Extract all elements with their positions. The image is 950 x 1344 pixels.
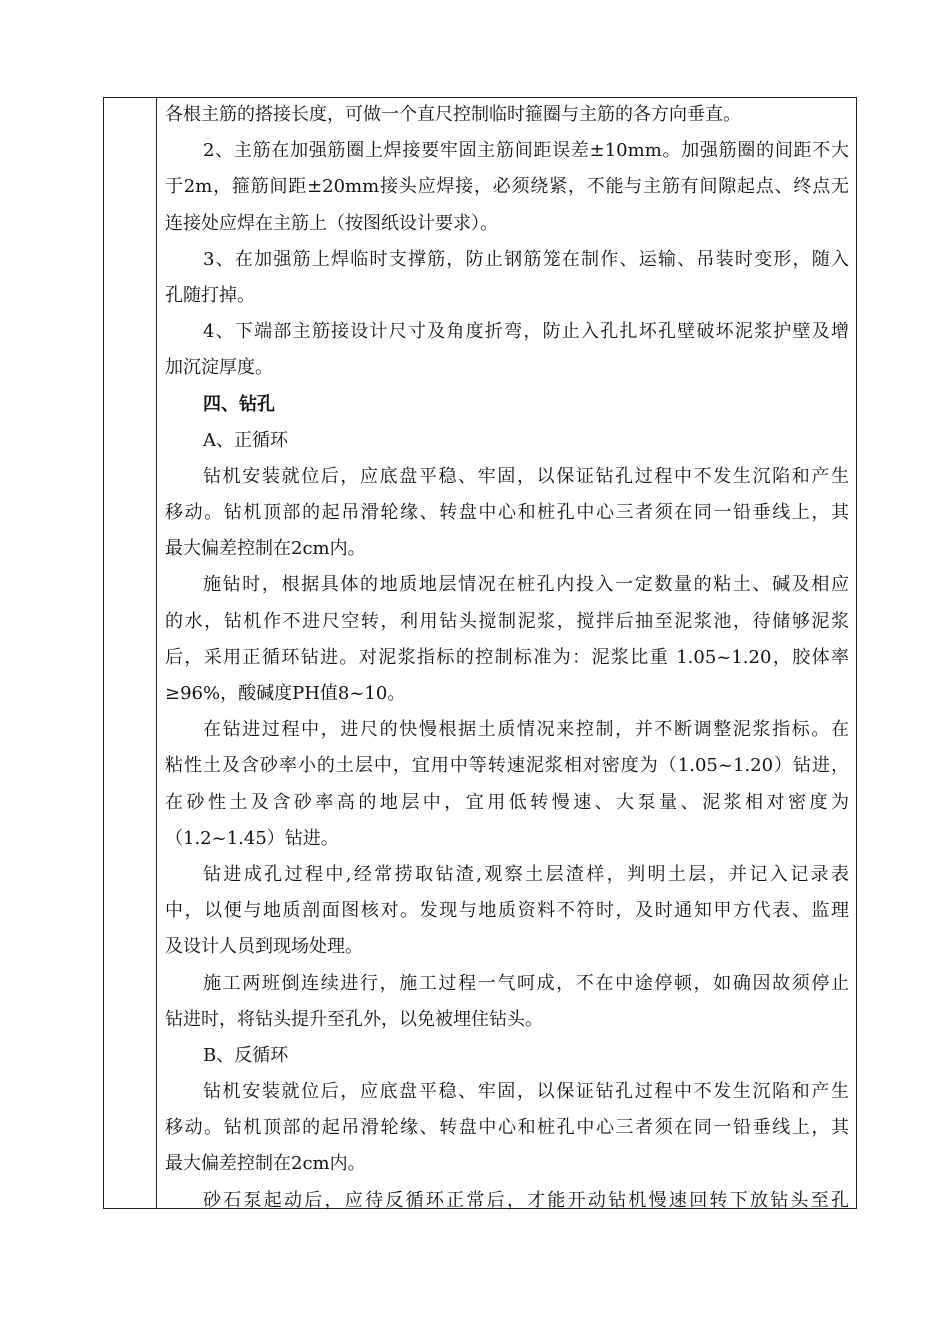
text-line: 各根主筋的搭接长度，可做一个直尺控制临时箍圈与主筋的各方向垂直。 xyxy=(165,104,741,125)
text-line: B、反循环 xyxy=(203,1044,289,1066)
text-line: 在钻进过程中，进尺的快慢根据土质情况来控制，并不断调整泥浆指标。在 xyxy=(203,719,849,741)
text-line: 3、在加强筋上焊临时支撑筋，防止钢筋笼在制作、运输、吊装时变形，随入 xyxy=(203,248,849,270)
text-line: 2、主筋在加强筋圈上焊接要牢固主筋间距误差±10mm。加强筋圈的间距不大 xyxy=(203,140,849,162)
text-line: 的水，钻机作不进尺空转，利用钻头搅制泥浆，搅拌后抽至泥浆池，待储够泥浆 xyxy=(165,610,849,632)
text-line: 最大偏差控制在2cm内。 xyxy=(165,538,366,560)
text-line: 钻进时，将钻头提升至孔外，以免被埋住钻头。 xyxy=(165,1008,543,1030)
section-heading: 四、钻孔 xyxy=(203,393,275,415)
text-line: 砂石泵起动后，应待反循环正常后，才能开动钻机慢速回转下放钻头至孔 xyxy=(203,1189,849,1211)
text-line: 在砂性土及含砂率高的地层中，宜用低转慢速、大泵量、泥浆相对密度为 xyxy=(165,791,849,813)
text-line: 钻机安装就位后，应底盘平稳、牢固，以保证钻孔过程中不发生沉陷和产生 xyxy=(203,1081,849,1103)
text-line: （1.2~1.45）钻进。 xyxy=(165,827,339,849)
text-line: ≥96%，酸碱度PH值8~10。 xyxy=(165,683,406,704)
text-line: 移动。钻机顶部的起吊滑轮缘、转盘中心和桩孔中心三者须在同一铅垂线上，其 xyxy=(165,502,849,524)
text-line: 钻机安装就位后，应底盘平稳、牢固，以保证钻孔过程中不发生沉陷和产生 xyxy=(203,465,849,487)
text-line: 粘性土及含砂率小的土层中，宜用中等转速泥浆相对密度为（1.05~1.20）钻进， xyxy=(165,755,849,777)
text-column xyxy=(157,98,856,1211)
text-line: 连接处应焊在主筋上（按图纸设计要求）。 xyxy=(165,212,498,234)
text-line: 钻进成孔过程中,经常捞取钻渣,观察土层渣样，判明土层，并记入记录表 xyxy=(203,863,849,885)
text-line: 中，以便与地质剖面图核对。发现与地质资料不符时，及时通知甲方代表、监理 xyxy=(165,900,849,922)
label-column xyxy=(104,98,157,1208)
text-line: 后，采用正循环钻进。对泥浆指标的控制标准为：泥浆比重 1.05~1.20，胶体率 xyxy=(165,646,849,668)
text-line: 施钻时，根据具体的地质地层情况在桩孔内投入一定数量的粘土、碱及相应 xyxy=(203,574,849,596)
text-line: A、正循环 xyxy=(203,429,288,451)
content-table xyxy=(103,97,857,1209)
text-line: 4、下端部主筋接设计尺寸及角度折弯，防止入孔扎坏孔壁破坏泥浆护壁及增 xyxy=(203,321,849,343)
text-line: 移动。钻机顶部的起吊滑轮缘、转盘中心和桩孔中心三者须在同一铅垂线上，其 xyxy=(165,1117,849,1139)
text-line: 施工两班倒连续进行，施工过程一气呵成，不在中途停顿，如确因故须停止 xyxy=(203,972,849,994)
text-line: 最大偏差控制在2cm内。 xyxy=(165,1153,366,1175)
text-line: 孔随打掉。 xyxy=(165,284,255,306)
text-line: 加沉淀厚度。 xyxy=(165,357,273,379)
text-line: 于2m，箍筋间距±20mm接头应焊接，必须绕紧，不能与主筋有间隙起点、终点无 xyxy=(165,176,849,198)
text-line: 及设计人员到现场处理。 xyxy=(165,936,363,958)
